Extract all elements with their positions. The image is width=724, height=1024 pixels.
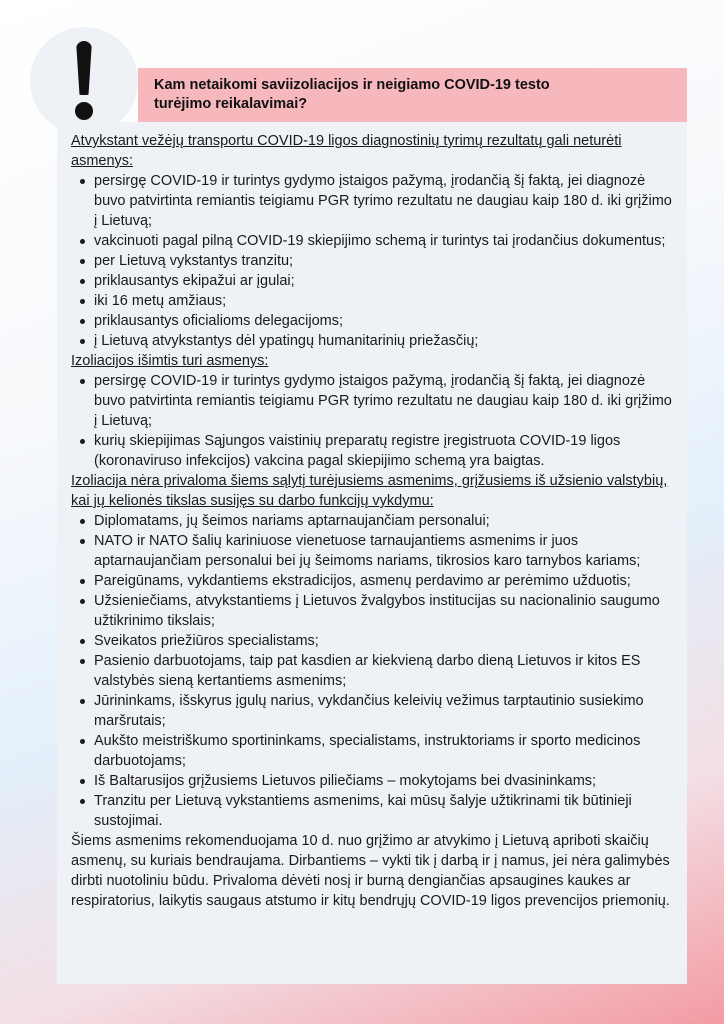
- list-item: per Lietuvą vykstantys tranzitu;: [71, 251, 679, 271]
- list-item: Iš Baltarusijos grįžusiems Lietuvos piliečiams – mokytojams bei dvasininkams;: [71, 771, 679, 791]
- list-item: Sveikatos priežiūros specialistams;: [71, 631, 679, 651]
- isolation-exemptions-list: [71, 371, 679, 471]
- transport-exemptions-list: [71, 171, 679, 351]
- work-exemptions-list: [71, 511, 679, 831]
- list-item: priklausantys oficialioms delegacijoms;: [71, 311, 679, 331]
- list-item: Užsieniečiams, atvykstantiems į Lietuvos žvalgybos institucijas su nacionalinio saugumo užtikrinimo tikslais;: [71, 591, 679, 631]
- warning-circle: [30, 27, 138, 135]
- list-item: kurių skiepijimas Sąjungos vaistinių preparatų registre įregistruota COVID-19 ligos (koronaviruso infekcijos) vakcina pagal skiepijimo schemą yra baigtas.: [71, 431, 679, 471]
- section-heading-transport: Atvykstant vežėjų transportu COVID-19 ligos diagnostinių tyrimų rezultatų gali neturėti asmenys:: [71, 133, 622, 169]
- list-item: Pareigūnams, vykdantiems ekstradicijos, asmenų perdavimo ar perėmimo užduotis;: [71, 571, 679, 591]
- list-item: NATO ir NATO šalių kariniuose vienetuose tarnaujantiems asmenims ir juos aptarnaujančiam personalui bei jų šeimoms nariams, tikrosios karo tarnybos kariams;: [71, 531, 679, 571]
- list-item: Jūrininkams, išskyrus įgulų narius, vykdančius keleivių vežimus tarptautinio susiekimo maršrutais;: [71, 691, 679, 731]
- banner-title-line-1: Kam netaikomi saviizoliacijos ir neigiamo COVID-19 testo: [154, 77, 550, 93]
- list-item: priklausantys ekipažui ar įgulai;: [71, 271, 679, 291]
- list-item: Pasienio darbuotojams, taip pat kasdien ar kiekvieną darbo dieną Lietuvos ir kitos ES valstybės sieną kertantiems asmenims;: [71, 651, 679, 691]
- section-heading-work-functions: Izoliacija nėra privaloma šiems sąlytį turėjusiems asmenims, grįžusiems iš užsienio valstybių, kai jų kelionės tikslas susijęs su darbo funkcijų vykdymu:: [71, 473, 668, 509]
- list-item: vakcinuoti pagal pilną COVID-19 skiepijimo schemą ir turintys tai įrodančius dokumentus;: [71, 231, 679, 251]
- list-item: persirgę COVID-19 ir turintys gydymo įstaigos pažymą, įrodančią šį faktą, jei diagnozė buvo patvirtinta remiantis teigiamu PGR tyrimo rezultatu ne daugiau kaip 180 d. iki grįžimo į Lietuvą;: [71, 171, 679, 231]
- banner-title-line-2: turėjimo reikalavimai?: [154, 96, 308, 112]
- list-item: Tranzitu per Lietuvą vykstantiems asmenims, kai mūsų šalyje užtikrinami tik būtinieji sustojimai.: [71, 791, 679, 831]
- content-card: [57, 122, 687, 984]
- closing-paragraph: Šiems asmenims rekomenduojama 10 d. nuo grįžimo ar atvykimo į Lietuvą apriboti skaičių asmenų, su kuriais bendraujama. Dirbantiems – vykti tik į darbą ir į namus, jei nėra galimybės dirbti nuotoliniu būdu. Privaloma dėvėti nosį ir burną dengiančias apsaugines kaukes ar respiratorius, laikytis saugaus atstumo ir kitų bendrųjų COVID-19 ligos prevencijos priemonių.: [71, 833, 670, 909]
- title-banner: [138, 68, 687, 122]
- exclamation-icon: [74, 41, 94, 121]
- list-item: Diplomatams, jų šeimos nariams aptarnaujančiam personalui;: [71, 511, 679, 531]
- section-heading-isolation-exemption: Izoliacijos išimtis turi asmenys:: [71, 353, 269, 369]
- list-item: Aukšto meistriškumo sportininkams, specialistams, instruktoriams ir sporto medicinos darbuotojams;: [71, 731, 679, 771]
- list-item: iki 16 metų amžiaus;: [71, 291, 679, 311]
- list-item: persirgę COVID-19 ir turintys gydymo įstaigos pažymą, įrodančią šį faktą, jei diagnozė buvo patvirtinta remiantis teigiamu PGR tyrimo rezultatu ne daugiau kaip 180 d. iki grįžimo į Lietuvą;: [71, 371, 679, 431]
- list-item: į Lietuvą atvykstantys dėl ypatingų humanitarinių priežasčių;: [71, 331, 679, 351]
